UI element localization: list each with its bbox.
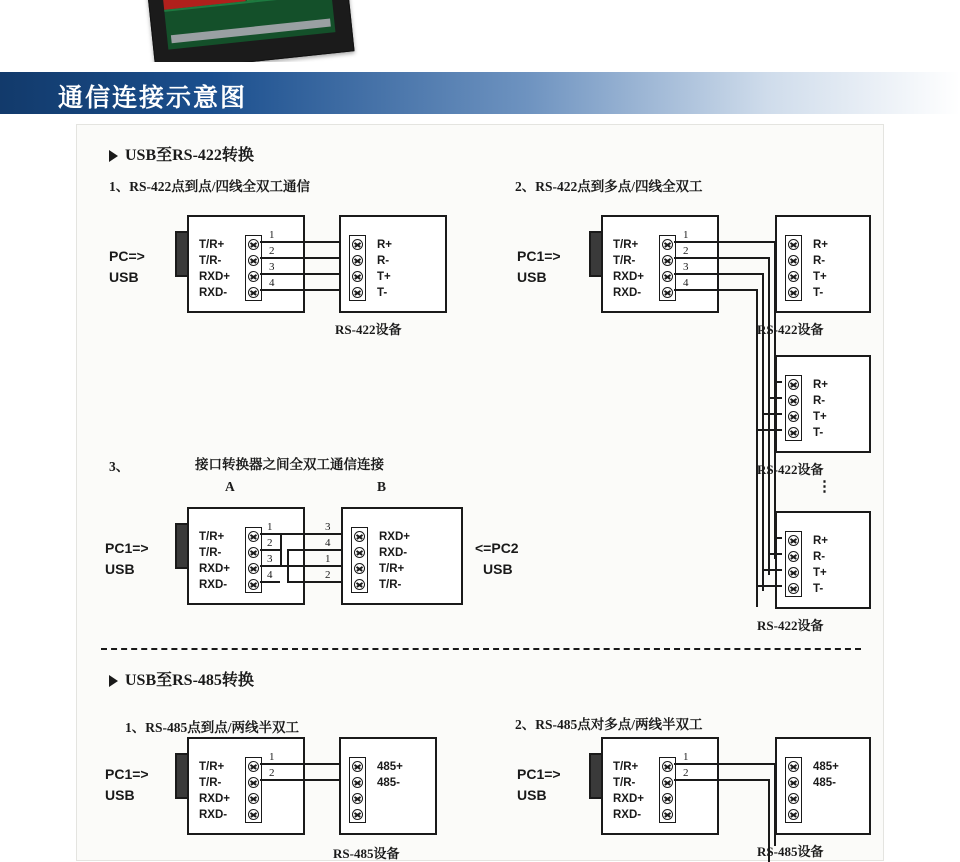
terminal-block — [785, 757, 802, 823]
pin-label: RXD+ — [613, 793, 644, 805]
device-label-1: RS-422设备 — [757, 322, 824, 337]
pin-label: RXD+ — [199, 793, 230, 805]
pin-label: T/R+ — [199, 761, 225, 773]
pin-label: T- — [813, 287, 824, 299]
section-divider — [101, 648, 861, 650]
terminal-block — [351, 527, 368, 593]
wire-tap — [768, 553, 782, 555]
wire-number: 3 — [269, 261, 275, 273]
wire — [260, 763, 350, 765]
host-422-case3-usb: USB — [105, 561, 135, 577]
wire — [260, 533, 280, 535]
label-485-case1: 1、RS-485点到点/两线半双工 — [125, 720, 300, 735]
wire — [287, 581, 342, 583]
terminal-block — [349, 235, 366, 301]
host-485-case1-usb: USB — [105, 787, 135, 803]
wire-number: 4 — [269, 277, 275, 289]
wire — [280, 533, 342, 535]
pin-label: T/R- — [613, 777, 636, 789]
wire-tap — [756, 585, 782, 587]
wire — [260, 581, 280, 583]
terminal-block — [349, 757, 366, 823]
host-422-case2-pc: PC1=> — [517, 248, 561, 264]
tag-b: B — [377, 479, 387, 494]
pin-label: 485+ — [377, 761, 403, 773]
wire — [260, 273, 350, 275]
wire-number: 2 — [325, 569, 331, 581]
pin-label: 485+ — [813, 761, 839, 773]
host-422-case3-pc2-usb: USB — [483, 561, 513, 577]
wire-tap — [768, 397, 782, 399]
converter-422-case3-b — [341, 507, 463, 605]
wire-tap — [774, 537, 782, 539]
pin-label: RXD- — [379, 547, 408, 559]
wire — [260, 549, 280, 551]
pin-label: T/R- — [379, 579, 402, 591]
wire — [287, 549, 342, 551]
wire — [280, 565, 342, 567]
pin-label: T/R+ — [613, 761, 639, 773]
wire — [674, 273, 762, 275]
heading-usb-to-rs485: USB至RS-485转换 — [125, 672, 254, 689]
wire — [674, 241, 774, 243]
device-422-case2-1 — [775, 215, 871, 313]
wire-number: 4 — [683, 277, 689, 289]
wire — [674, 257, 768, 259]
pin-label: T/R+ — [199, 239, 225, 251]
wire-number: 2 — [269, 245, 275, 257]
diagram-frame — [76, 124, 884, 861]
label-422-case3-index: 3、 — [109, 459, 130, 474]
pin-label: T/R- — [613, 255, 636, 267]
label-422-case2: 2、RS-422点到多点/四线全双工 — [515, 179, 703, 194]
wire-number: 2 — [683, 767, 689, 779]
label-422-case1: 1、RS-422点到点/四线全双工通信 — [109, 179, 311, 194]
device-422-case1 — [339, 215, 447, 313]
tag-a: A — [225, 479, 235, 494]
wire-tap — [756, 429, 782, 431]
usb-plug-icon — [175, 523, 189, 569]
wire-number: 1 — [269, 751, 275, 763]
pin-label: T+ — [813, 271, 827, 283]
pin-label: T- — [813, 583, 824, 595]
wire-number: 1 — [269, 229, 275, 241]
pin-label: RXD+ — [613, 271, 644, 283]
pin-label: 485- — [813, 777, 837, 789]
wire-number: 4 — [267, 569, 273, 581]
usb-plug-icon — [175, 231, 189, 277]
bullet-triangle-icon-2 — [109, 675, 118, 687]
host-485-case1-pc: PC1=> — [105, 766, 149, 782]
wire-number: 1 — [683, 751, 689, 763]
section-banner-title: 通信连接示意图 — [58, 85, 248, 112]
bus-trunk — [768, 257, 770, 575]
pin-label: T/R+ — [379, 563, 405, 575]
pin-label: RXD- — [613, 287, 642, 299]
pin-label: R+ — [813, 535, 829, 547]
pin-label: T/R+ — [199, 531, 225, 543]
pin-label: R+ — [813, 239, 829, 251]
wire-number: 3 — [325, 521, 331, 533]
usb-plug-icon — [589, 231, 603, 277]
converter-422-case1 — [187, 215, 305, 313]
wire — [260, 257, 350, 259]
wire — [260, 779, 350, 781]
host-422-case2-usb: USB — [517, 269, 547, 285]
wire-number: 4 — [325, 537, 331, 549]
device-label-2: RS-422设备 — [757, 462, 824, 477]
device-label-422-case1: RS-422设备 — [335, 322, 402, 337]
pin-label: T/R- — [199, 255, 222, 267]
pin-label: T- — [813, 427, 824, 439]
wire — [674, 763, 774, 765]
bullet-triangle-icon — [109, 150, 118, 162]
heading-usb-to-rs422: USB至RS-422转换 — [125, 147, 254, 164]
wire-number: 2 — [683, 245, 689, 257]
wire-number: 1 — [683, 229, 689, 241]
wire-tap — [762, 569, 782, 571]
wire-number: 1 — [267, 521, 273, 533]
device-485-case1 — [339, 737, 437, 835]
terminal-block — [659, 235, 676, 301]
pin-label: RXD- — [199, 809, 228, 821]
host-422-case3-pc: PC1=> — [105, 540, 149, 556]
wire-number: 1 — [325, 553, 331, 565]
wire-number: 3 — [267, 553, 273, 565]
pin-label: R- — [813, 255, 826, 267]
wire-number: 2 — [267, 537, 273, 549]
terminal-block — [785, 235, 802, 301]
converter-485-case2 — [601, 737, 719, 835]
wire — [674, 779, 768, 781]
pin-label: 485- — [377, 777, 401, 789]
wire — [260, 241, 350, 243]
pin-label: T+ — [377, 271, 391, 283]
wire-number: 2 — [269, 767, 275, 779]
usb-plug-icon — [589, 753, 603, 799]
wire — [260, 565, 280, 567]
wire-number: 3 — [683, 261, 689, 273]
pin-label: RXD- — [613, 809, 642, 821]
pin-label: RXD- — [199, 579, 228, 591]
terminal-block — [659, 757, 676, 823]
wire — [260, 289, 350, 291]
terminal-block — [245, 757, 262, 823]
pin-label: RXD+ — [379, 531, 410, 543]
pin-label: T+ — [813, 411, 827, 423]
host-485-case2-usb: USB — [517, 787, 547, 803]
converter-board-photo — [141, 0, 354, 62]
device-label-485-case1: RS-485设备 — [333, 846, 400, 861]
wire-tap — [762, 413, 782, 415]
device-label-3: RS-422设备 — [757, 618, 824, 633]
terminal-block — [785, 531, 802, 597]
host-422-case1-pc: PC=> — [109, 248, 145, 264]
device-422-case2-2 — [775, 355, 871, 453]
terminal-block — [245, 527, 262, 593]
pin-label: R- — [377, 255, 390, 267]
pin-label: T/R- — [199, 777, 222, 789]
pin-label: RXD+ — [199, 563, 230, 575]
terminal-block — [785, 375, 802, 441]
wire-tap — [774, 381, 782, 383]
pin-label: T/R- — [199, 547, 222, 559]
pin-label: RXD- — [199, 287, 228, 299]
device-422-case2-3 — [775, 511, 871, 609]
label-485-case2: 2、RS-485点对多点/两线半双工 — [515, 717, 703, 732]
product-photo-strip — [0, 0, 960, 62]
host-422-case3-pc2: <=PC2 — [475, 540, 519, 556]
pin-label: R- — [813, 551, 826, 563]
pin-label: T/R+ — [613, 239, 639, 251]
label-422-case3: 接口转换器之间全双工通信连接 — [195, 457, 384, 472]
host-422-case1-usb: USB — [109, 269, 139, 285]
converter-485-case1 — [187, 737, 305, 835]
device-label-485-case2: RS-485设备 — [757, 844, 824, 859]
pin-label: RXD+ — [199, 271, 230, 283]
device-485-case2-1 — [775, 737, 871, 835]
wire — [280, 533, 282, 565]
usb-plug-icon — [175, 753, 189, 799]
pin-label: R+ — [377, 239, 393, 251]
pin-label: R- — [813, 395, 826, 407]
pin-label: T+ — [813, 567, 827, 579]
wire — [674, 289, 756, 291]
converter-422-case2 — [601, 215, 719, 313]
vertical-ellipsis: ⋮ — [817, 478, 834, 495]
host-485-case2-pc: PC1=> — [517, 766, 561, 782]
terminal-block — [245, 235, 262, 301]
pin-label: R+ — [813, 379, 829, 391]
pin-label: T- — [377, 287, 388, 299]
